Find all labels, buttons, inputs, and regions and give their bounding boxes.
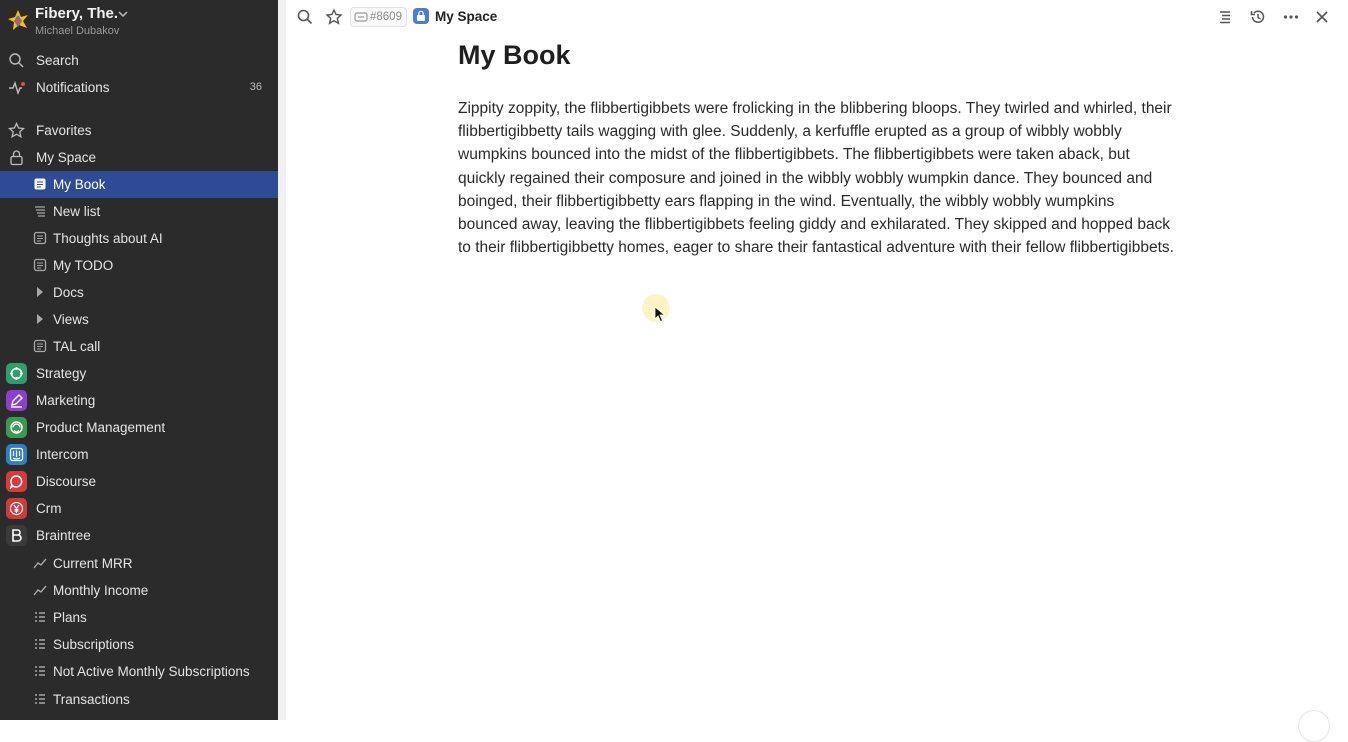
discourse-icon: [6, 471, 27, 492]
entity-id-chip[interactable]: [350, 7, 407, 27]
breadcrumb-space: My Space: [435, 8, 498, 24]
sidebar-item-label: Product Management: [36, 420, 166, 435]
grid-icon: [33, 637, 47, 651]
more-options-icon[interactable]: [1282, 8, 1300, 26]
document-icon: [33, 258, 47, 272]
breadcrumb[interactable]: [413, 8, 497, 24]
sidebar-item-strategy[interactable]: [0, 360, 278, 387]
workspace-name: Fibery, The.: [35, 5, 119, 22]
history-icon[interactable]: [1249, 8, 1267, 26]
page-title[interactable]: My Book: [458, 40, 571, 70]
sidebar-item-label: Discourse: [36, 474, 97, 489]
chevron-down-icon: [117, 8, 129, 20]
grid-icon: [33, 692, 47, 706]
list-icon: [33, 204, 47, 218]
grid-icon: [33, 664, 47, 678]
lock-icon: [8, 149, 25, 166]
sidebar-item-label: Not Active Monthly Subscriptions: [53, 664, 250, 679]
yen-icon: [6, 498, 27, 519]
entity-id: #8609: [370, 11, 402, 23]
outline-list-icon[interactable]: [1216, 8, 1234, 26]
lock-icon: [413, 8, 429, 24]
star-icon: [8, 122, 25, 139]
sidebar-item-my-todo[interactable]: [0, 252, 278, 279]
sidebar-item-monthly-income[interactable]: [0, 577, 278, 604]
marketing-pen-icon: [6, 390, 27, 411]
sidebar-item-views[interactable]: [0, 306, 278, 333]
entity-toolbar: [278, 0, 1348, 34]
sidebar: [0, 0, 278, 720]
sidebar-item-label: Monthly Income: [53, 583, 149, 598]
sidebar-item-not-active-monthly-subscriptions[interactable]: [0, 658, 278, 685]
sidebar-item-label: Strategy: [36, 366, 87, 381]
document-icon: [33, 339, 47, 353]
workspace-user: Michael Dubakov: [35, 25, 120, 37]
search-icon: [8, 52, 25, 69]
sidebar-item-label: Subscriptions: [53, 637, 135, 652]
sidebar-item-tal-call[interactable]: [0, 333, 278, 360]
grid-icon: [33, 610, 47, 624]
sidebar-item-my-space[interactable]: [0, 144, 278, 171]
sidebar-item-intercom[interactable]: [0, 441, 278, 468]
sidebar-item-label: Search: [36, 53, 79, 68]
sidebar-item-braintree[interactable]: [0, 522, 278, 549]
strategy-icon: [6, 363, 27, 384]
document-body[interactable]: Zippity zoppity, the flibbertigibbets were frolicking in the blibbering bloops. They twirled and whirled, their flibbertigibbetty tails wagging with glee. Suddenly, a kerfuffle erupted as a group of wibbly wobbly wumpkins bounced into the midst of the flibbertigibbets. The flibbertigibbets were taken aback, but quickly regained their composure and joined in the wibbly wobbly wumpkin dance. They bounced and boinged, their flibbertigibbetty ears flapping in the wind. Eventually, the wibbly wobbly wumpkins bounced away, leaving the flibbertigibbets feeling giddy and exhilarated. They skipped and hopped back to their flibbertigibbetty homes, eager to share their fantastical adventure with their fellow flibbertigibbets.: [458, 100, 1174, 257]
sidebar-item-marketing[interactable]: [0, 387, 278, 414]
sidebar-item-product-management[interactable]: [0, 414, 278, 441]
sidebar-item-notifications[interactable]: [0, 74, 278, 101]
sidebar-item-label: Docs: [53, 285, 84, 300]
sidebar-item-label: New list: [53, 204, 101, 219]
sidebar-item-current-mrr[interactable]: [0, 550, 278, 577]
sidebar-item-thoughts-about-ai[interactable]: [0, 225, 278, 252]
star-icon[interactable]: [325, 8, 343, 26]
sidebar-item-label: Notifications: [36, 80, 110, 95]
close-icon[interactable]: [1313, 8, 1331, 26]
product-management-icon: [6, 417, 27, 438]
mouse-pointer-icon: [654, 306, 666, 323]
sidebar-item-label: Transactions: [53, 692, 130, 707]
search-icon[interactable]: [296, 8, 314, 26]
sidebar-item-label: Braintree: [36, 528, 91, 543]
sidebar-item-plans[interactable]: [0, 604, 278, 631]
document-icon: [33, 231, 47, 245]
chart-line-icon: [33, 556, 47, 570]
sidebar-item-label: Plans: [53, 610, 87, 625]
notifications-icon: [8, 79, 25, 96]
sidebar-item-label: Favorites: [36, 123, 92, 138]
sidebar-item-label: My TODO: [53, 258, 114, 273]
caret-right-icon: [33, 312, 47, 326]
sidebar-item-label: My Book: [53, 177, 106, 192]
sidebar-item-search[interactable]: [0, 47, 278, 74]
sidebar-item-label: Crm: [36, 501, 62, 516]
sidebar-item-new-list[interactable]: [0, 198, 278, 225]
sidebar-item-label: Current MRR: [53, 556, 133, 571]
sidebar-item-my-book[interactable]: [0, 171, 278, 198]
sidebar-item-crm[interactable]: [0, 495, 278, 522]
sidebar-item-label: Marketing: [36, 393, 96, 408]
sidebar-item-label: Thoughts about AI: [53, 231, 163, 246]
fibery-logo-icon: [7, 9, 29, 31]
link-icon: [354, 11, 368, 23]
sidebar-item-transactions[interactable]: [0, 686, 278, 713]
workspace-header[interactable]: [0, 0, 278, 46]
sidebar-item-docs[interactable]: [0, 279, 278, 306]
sidebar-item-label: TAL call: [53, 339, 101, 354]
intercom-icon: [6, 444, 27, 465]
caret-right-icon: [33, 285, 47, 299]
help-button[interactable]: [1298, 710, 1330, 742]
document-icon: [33, 177, 47, 191]
sidebar-item-discourse[interactable]: [0, 468, 278, 495]
sidebar-item-favorites[interactable]: [0, 117, 278, 144]
sidebar-item-label: Views: [53, 312, 89, 327]
sidebar-item-label: Intercom: [36, 447, 89, 462]
chart-line-icon: [33, 583, 47, 597]
sidebar-item-label: My Space: [36, 150, 97, 165]
notification-count-badge: 36: [249, 81, 262, 93]
panel-divider: [278, 0, 286, 720]
braintree-b-icon: [6, 525, 27, 546]
sidebar-item-subscriptions[interactable]: [0, 631, 278, 658]
main-panel: [278, 0, 1348, 720]
